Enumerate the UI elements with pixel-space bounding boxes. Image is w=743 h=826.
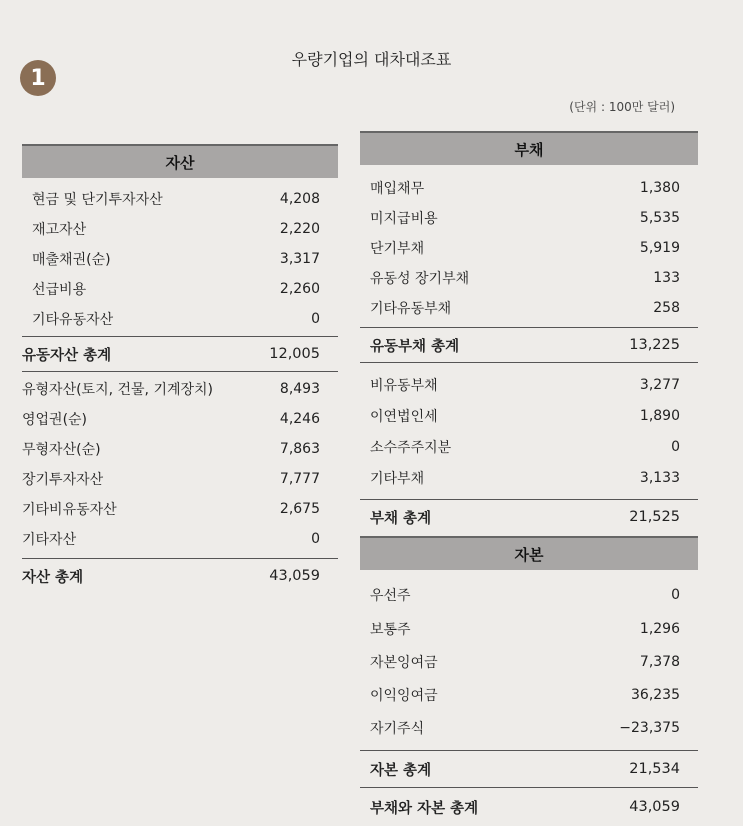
liabilities-header: 부채 bbox=[360, 131, 698, 165]
current-assets-list bbox=[22, 178, 338, 334]
liabilities-and-equity-total-row bbox=[360, 787, 698, 826]
row-label: 기타자산 bbox=[22, 532, 77, 548]
row-label: 소수주주지분 bbox=[370, 439, 452, 456]
section-number-badge: 1 bbox=[20, 60, 56, 96]
row-label: 현금 및 단기투자자산 bbox=[32, 192, 163, 208]
table-row bbox=[22, 374, 338, 404]
current-liabilities-total-row bbox=[360, 327, 698, 362]
table-row bbox=[22, 244, 338, 274]
equity-list bbox=[360, 570, 698, 744]
table-row bbox=[360, 203, 698, 233]
equity-header: 자본 bbox=[360, 536, 698, 570]
row-value: 3,133 bbox=[639, 469, 680, 486]
row-value: 5,919 bbox=[639, 240, 680, 256]
total-label: 부채 총계 bbox=[370, 510, 432, 527]
equity-total-row bbox=[360, 750, 698, 787]
row-value: 4,208 bbox=[279, 191, 320, 207]
current-liabilities-list bbox=[360, 165, 698, 323]
liabilities-total-row bbox=[360, 499, 698, 534]
row-label: 단기부채 bbox=[370, 241, 425, 257]
row-value: 0 bbox=[671, 438, 680, 455]
page-title: 우량기업의 대차대조표 bbox=[291, 50, 452, 69]
table-row bbox=[22, 404, 338, 434]
table-row bbox=[360, 711, 698, 744]
total-label: 유동부채 총계 bbox=[370, 338, 460, 355]
table-row bbox=[360, 369, 698, 400]
total-value: 43,059 bbox=[269, 568, 320, 584]
table-row bbox=[360, 431, 698, 462]
row-label: 장기투자자산 bbox=[22, 472, 104, 488]
row-value: 1,380 bbox=[639, 180, 680, 196]
assets-panel bbox=[22, 144, 338, 593]
row-value: 4,246 bbox=[279, 411, 320, 427]
row-value: −23,375 bbox=[619, 719, 680, 736]
row-label: 이연법인세 bbox=[370, 408, 438, 425]
row-label: 이익잉여금 bbox=[370, 687, 438, 704]
row-value: 1,296 bbox=[639, 620, 680, 637]
table-row bbox=[360, 263, 698, 293]
table-row bbox=[22, 524, 338, 554]
table-row bbox=[360, 233, 698, 263]
table-row bbox=[360, 612, 698, 645]
total-label: 부채와 자본 총계 bbox=[370, 800, 479, 817]
total-value: 13,225 bbox=[629, 337, 680, 353]
row-label: 기타유동부채 bbox=[370, 301, 452, 317]
row-value: 258 bbox=[653, 300, 680, 316]
row-label: 매출채권(순) bbox=[32, 252, 111, 268]
row-value: 3,317 bbox=[279, 251, 320, 267]
row-label: 기타부채 bbox=[370, 470, 425, 487]
row-value: 7,863 bbox=[279, 441, 320, 457]
table-row bbox=[360, 578, 698, 612]
row-label: 영업권(순) bbox=[22, 412, 88, 428]
table-row bbox=[360, 678, 698, 711]
assets-header: 자산 bbox=[22, 144, 338, 178]
row-label: 자본잉여금 bbox=[370, 654, 438, 671]
row-value: 2,220 bbox=[279, 221, 320, 237]
table-row bbox=[22, 274, 338, 304]
row-label: 매입채무 bbox=[370, 181, 425, 197]
total-value: 43,059 bbox=[629, 799, 680, 815]
row-label: 기타유동자산 bbox=[32, 312, 114, 328]
table-row bbox=[360, 645, 698, 678]
row-value: 7,378 bbox=[639, 653, 680, 670]
total-value: 12,005 bbox=[269, 346, 320, 362]
row-label: 유동성 장기부채 bbox=[370, 271, 470, 287]
row-value: 1,890 bbox=[639, 407, 680, 424]
row-label: 재고자산 bbox=[32, 222, 87, 238]
row-value: 8,493 bbox=[279, 381, 320, 397]
total-label: 자본 총계 bbox=[370, 762, 432, 779]
total-label: 유동자산 총계 bbox=[22, 347, 112, 364]
assets-total-row bbox=[22, 558, 338, 593]
row-value: 2,675 bbox=[279, 501, 320, 517]
liabilities-equity-panel bbox=[360, 131, 698, 826]
row-value: 0 bbox=[671, 587, 680, 603]
noncurrent-liabilities-list bbox=[360, 363, 698, 493]
table-row bbox=[22, 304, 338, 334]
row-label: 보통주 bbox=[370, 621, 411, 638]
table-row bbox=[360, 293, 698, 323]
table-row bbox=[22, 494, 338, 524]
row-label: 유형자산(토지, 건물, 기계장치) bbox=[22, 382, 214, 398]
table-row bbox=[360, 400, 698, 431]
row-value: 2,260 bbox=[279, 281, 320, 297]
noncurrent-assets-list bbox=[22, 372, 338, 554]
table-row bbox=[22, 434, 338, 464]
table-row bbox=[22, 214, 338, 244]
table-row bbox=[22, 464, 338, 494]
row-value: 5,535 bbox=[639, 210, 680, 226]
table-row bbox=[360, 173, 698, 203]
total-value: 21,525 bbox=[629, 509, 680, 525]
row-label: 비유동부채 bbox=[370, 377, 438, 394]
total-label: 자산 총계 bbox=[22, 569, 84, 586]
table-row bbox=[360, 462, 698, 493]
row-label: 무형자산(순) bbox=[22, 442, 101, 458]
unit-note: (단위 : 100만 달러) bbox=[569, 100, 675, 114]
table-row bbox=[22, 184, 338, 214]
row-label: 선급비용 bbox=[32, 282, 87, 298]
row-value: 3,277 bbox=[639, 376, 680, 393]
row-label: 미지급비용 bbox=[370, 211, 438, 227]
row-label: 기타비유동자산 bbox=[22, 502, 117, 518]
row-value: 36,235 bbox=[631, 686, 680, 703]
row-value: 133 bbox=[653, 270, 680, 286]
total-value: 21,534 bbox=[629, 761, 680, 777]
row-value: 0 bbox=[311, 531, 320, 547]
row-label: 우선주 bbox=[370, 588, 411, 604]
row-label: 자기주식 bbox=[370, 720, 425, 737]
row-value: 7,777 bbox=[279, 471, 320, 487]
row-value: 0 bbox=[311, 311, 320, 327]
current-assets-total-row bbox=[22, 336, 338, 371]
